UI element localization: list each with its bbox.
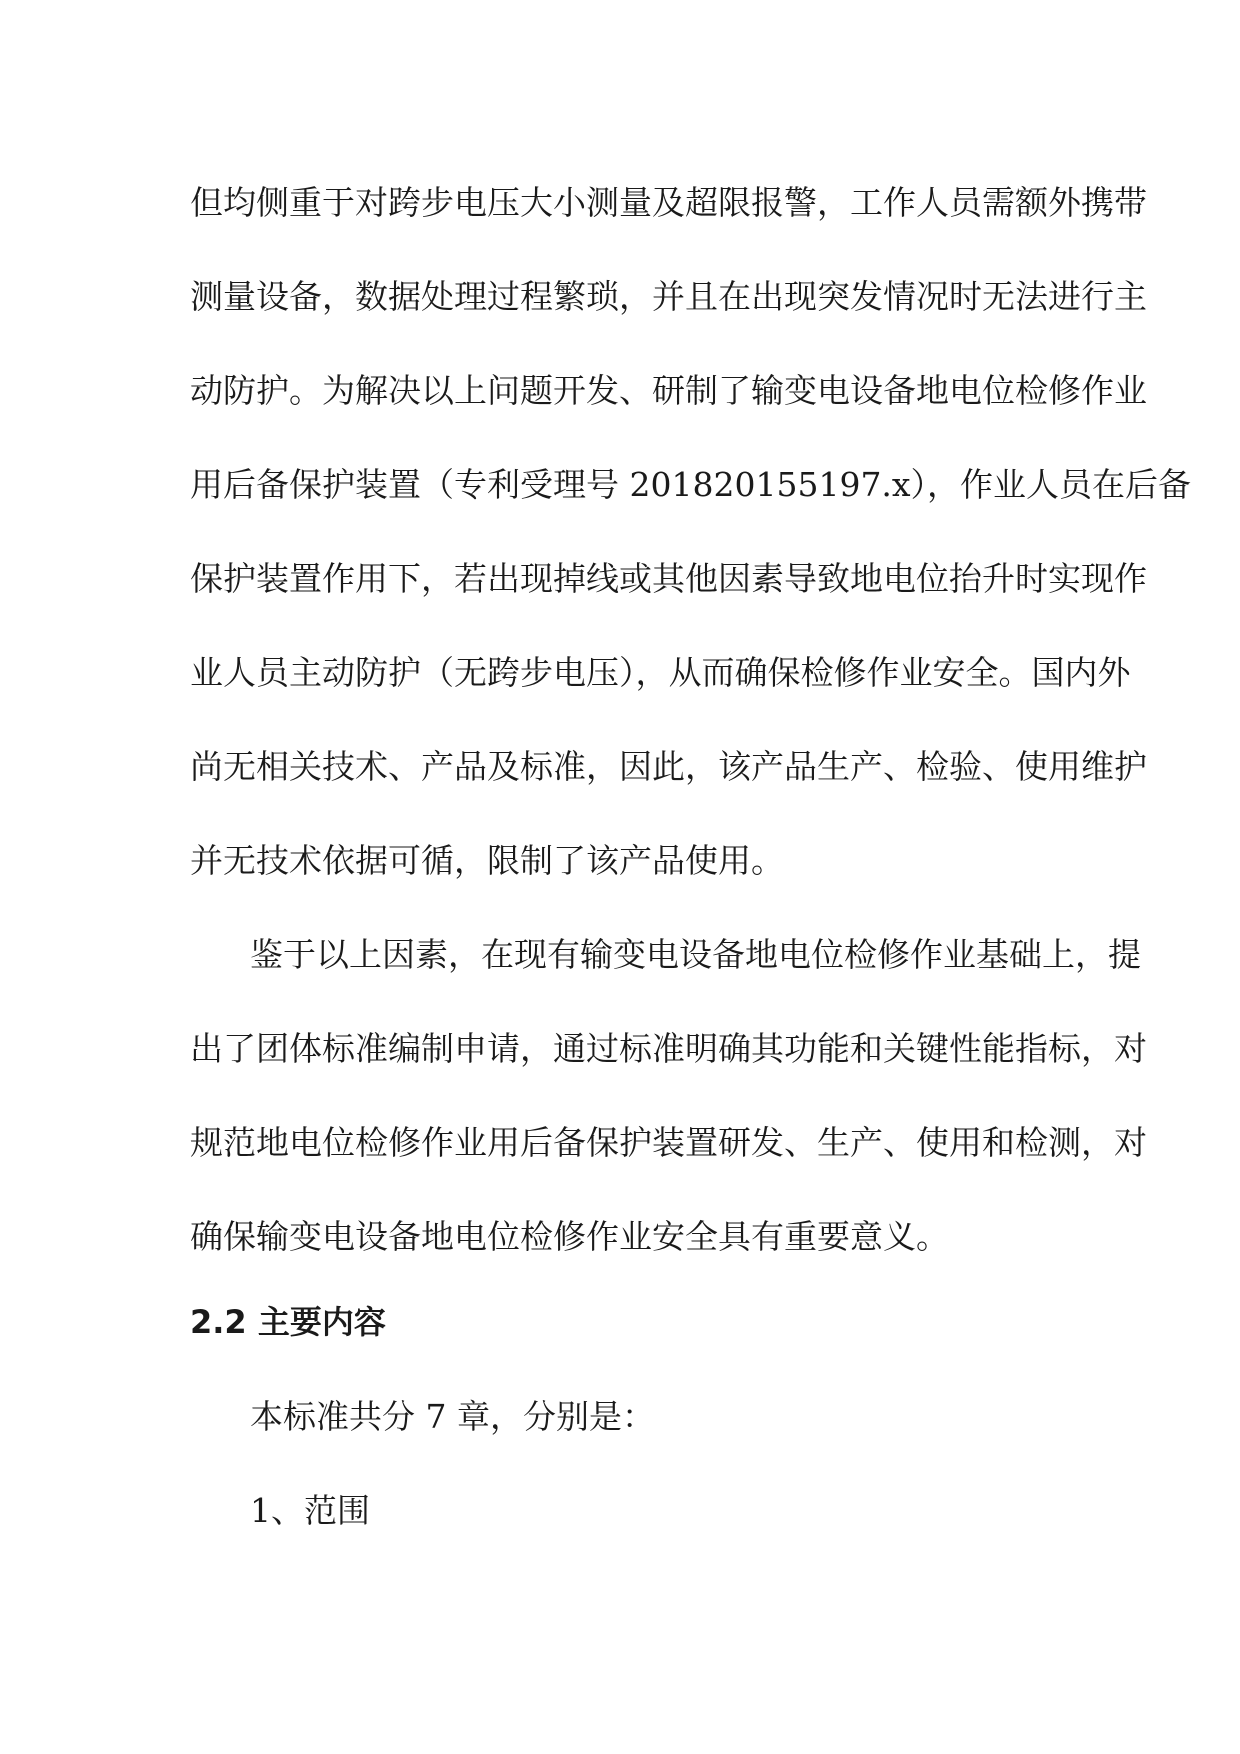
paragraph-2-line-4: 确保输变电设备地电位检修作业安全具有重要意义。 <box>190 1217 949 1256</box>
paragraph-1-line-4: 用后备保护装置（专利受理号 201820155197.x），作业人员在后备 <box>190 465 1192 504</box>
paragraph-1-line-3: 动防护。为解决以上问题开发、研制了输变电设备地电位检修作业 <box>190 371 1147 410</box>
paragraph-1-line-2: 测量设备，数据处理过程繁琐，并且在出现突发情况时无法进行主 <box>190 277 1147 316</box>
paragraph-2-line-1: 鉴于以上因素，在现有输变电设备地电位检修作业基础上，提 <box>250 935 1141 974</box>
list-item-1: 1、范围 <box>250 1491 370 1530</box>
section-heading: 2.2 主要内容 <box>190 1303 386 1341</box>
paragraph-1-line-5: 保护装置作用下，若出现掉线或其他因素导致地电位抬升时实现作 <box>190 559 1147 598</box>
paragraph-1-line-8: 并无技术依据可循，限制了该产品使用。 <box>190 841 784 880</box>
paragraph-1-line-6: 业人员主动防护（无跨步电压），从而确保检修作业安全。国内外 <box>190 653 1131 692</box>
section-intro: 本标准共分 7 章，分别是： <box>250 1397 655 1436</box>
paragraph-2-line-3: 规范地电位检修作业用后备保护装置研发、生产、使用和检测，对 <box>190 1123 1147 1162</box>
paragraph-2-line-2: 出了团体标准编制申请，通过标准明确其功能和关键性能指标，对 <box>190 1029 1147 1068</box>
paragraph-1-line-1: 但均侧重于对跨步电压大小测量及超限报警，工作人员需额外携带 <box>190 183 1147 222</box>
paragraph-1-line-7: 尚无相关技术、产品及标准，因此，该产品生产、检验、使用维护 <box>190 747 1147 786</box>
